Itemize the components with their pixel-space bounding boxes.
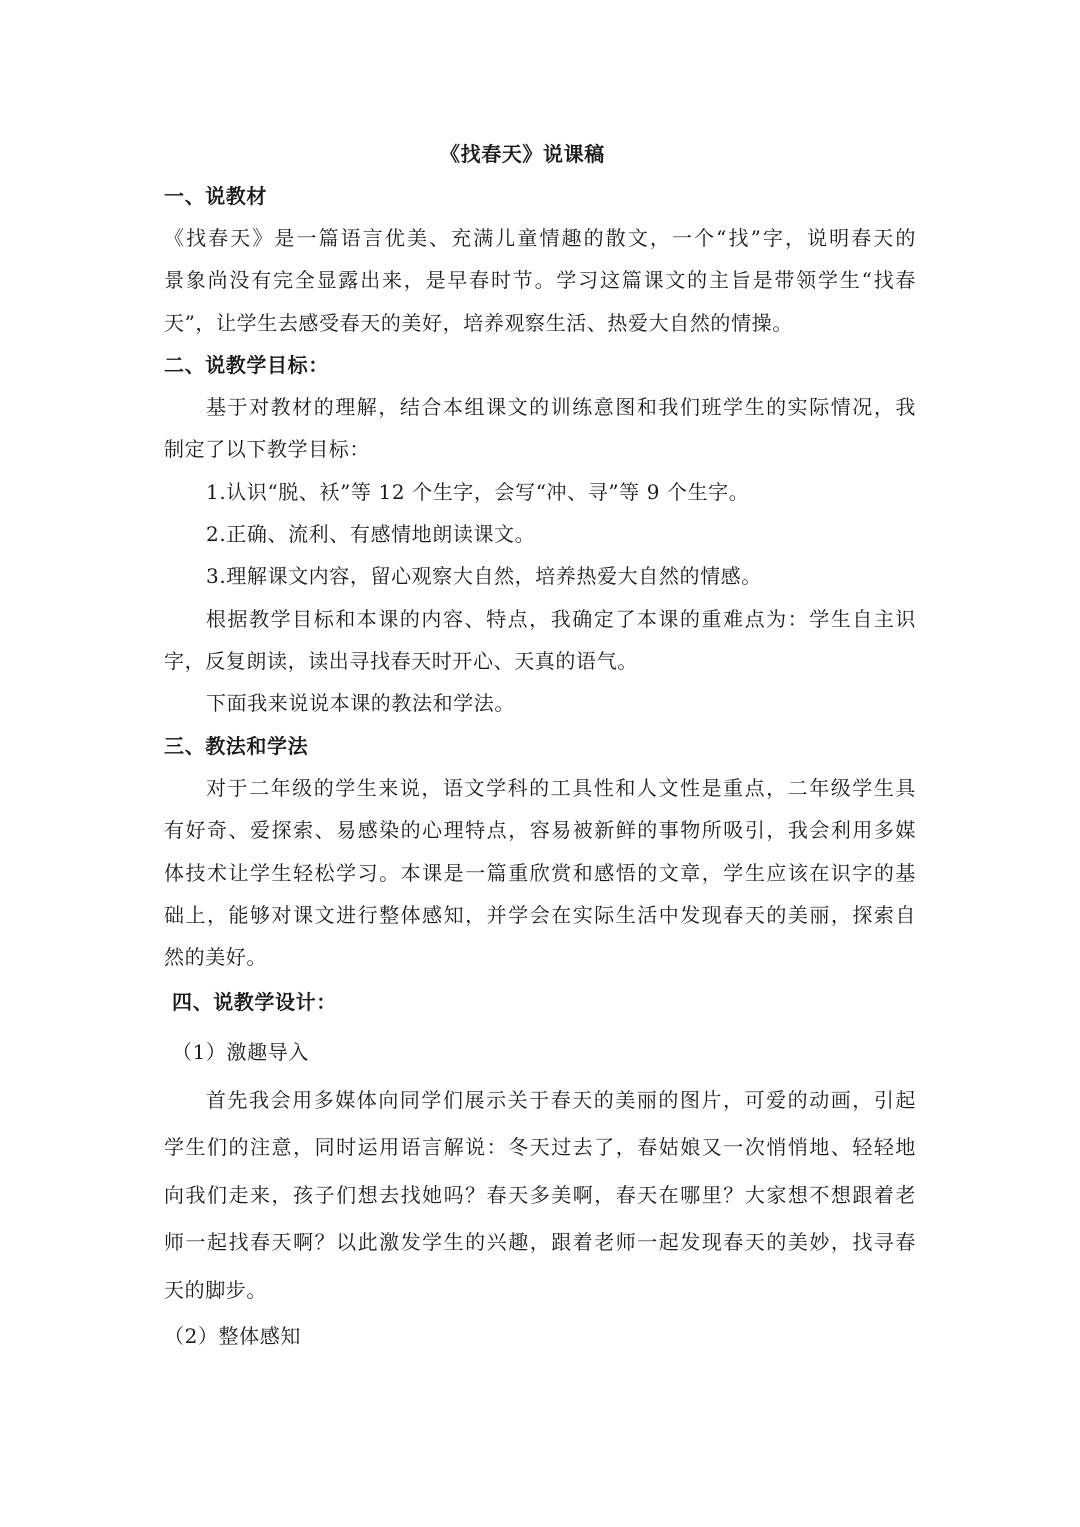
goal-item-1: 1.认识“脱、袄”等 12 个生字，会写“冲、寻”等 9 个生字。 xyxy=(206,480,750,504)
document-title: 《找春天》说课稿 xyxy=(440,142,605,166)
paragraph-line: 制定了以下教学目标： xyxy=(164,437,370,461)
paragraph-line: 天的脚步。 xyxy=(164,1278,267,1302)
goal-item-2: 2.正确、流利、有感情地朗读课文。 xyxy=(206,522,536,546)
paragraph-line: 下面我来说说本课的教法和学法。 xyxy=(206,691,515,715)
section-heading-methods: 三、教法和学法 xyxy=(164,734,309,758)
paragraph-line: 然的美好。 xyxy=(164,945,267,969)
paragraph-line: 有好奇、爱探索、易感染的心理特点，容易被新鲜的事物所吸引，我会利用多媒 xyxy=(164,818,916,842)
section-heading-design: 四、说教学设计： xyxy=(172,990,337,1014)
paragraph-line: 对于二年级的学生来说，语文学科的工具性和人文性是重点，二年级学生具 xyxy=(206,776,916,800)
paragraph-line: 体技术让学生轻松学习。本课是一篇重欣赏和感悟的文章，学生应该在识字的基 xyxy=(164,861,916,885)
step-label-overview: （2）整体感知 xyxy=(164,1324,301,1348)
paragraph-line: 景象尚没有完全显露出来，是早春时节。学习这篇课文的主旨是带领学生“找春 xyxy=(164,268,916,292)
goal-item-3: 3.理解课文内容，留心观察大自然，培养热爱大自然的情感。 xyxy=(206,564,762,588)
paragraph-line: 首先我会用多媒体向同学们展示关于春天的美丽的图片，可爱的动画，引起 xyxy=(206,1088,916,1112)
step-label-warmup: （1）激趣导入 xyxy=(172,1040,309,1064)
paragraph-line: 天”，让学生去感受春天的美好，培养观察生活、热爱大自然的情操。 xyxy=(164,311,793,335)
paragraph-line: 学生们的注意，同时运用语言解说：冬天过去了，春姑娘又一次悄悄地、轻轻地 xyxy=(164,1135,916,1159)
paragraph-line: 字，反复朗读，读出寻找春天时开心、天真的语气。 xyxy=(164,649,638,673)
section-heading-textbook: 一、说教材 xyxy=(164,184,267,208)
paragraph-line: 《找春天》是一篇语言优美、充满儿童情趣的散文，一个“找”字，说明春天的 xyxy=(164,226,916,250)
paragraph-line: 向我们走来，孩子们想去找她吗？春天多美啊，春天在哪里？大家想不想跟着老 xyxy=(164,1183,916,1207)
paragraph-line: 师一起找春天啊？以此激发学生的兴趣，跟着老师一起发现春天的美妙，找寻春 xyxy=(164,1230,916,1254)
paragraph-line: 础上，能够对课文进行整体感知，并学会在实际生活中发现春天的美丽，探索自 xyxy=(164,903,916,927)
paragraph-line: 基于对教材的理解，结合本组课文的训练意图和我们班学生的实际情况，我 xyxy=(206,395,916,419)
section-heading-objectives: 二、说教学目标： xyxy=(164,353,329,377)
paragraph-line: 根据教学目标和本课的内容、特点，我确定了本课的重难点为：学生自主识 xyxy=(206,607,916,631)
